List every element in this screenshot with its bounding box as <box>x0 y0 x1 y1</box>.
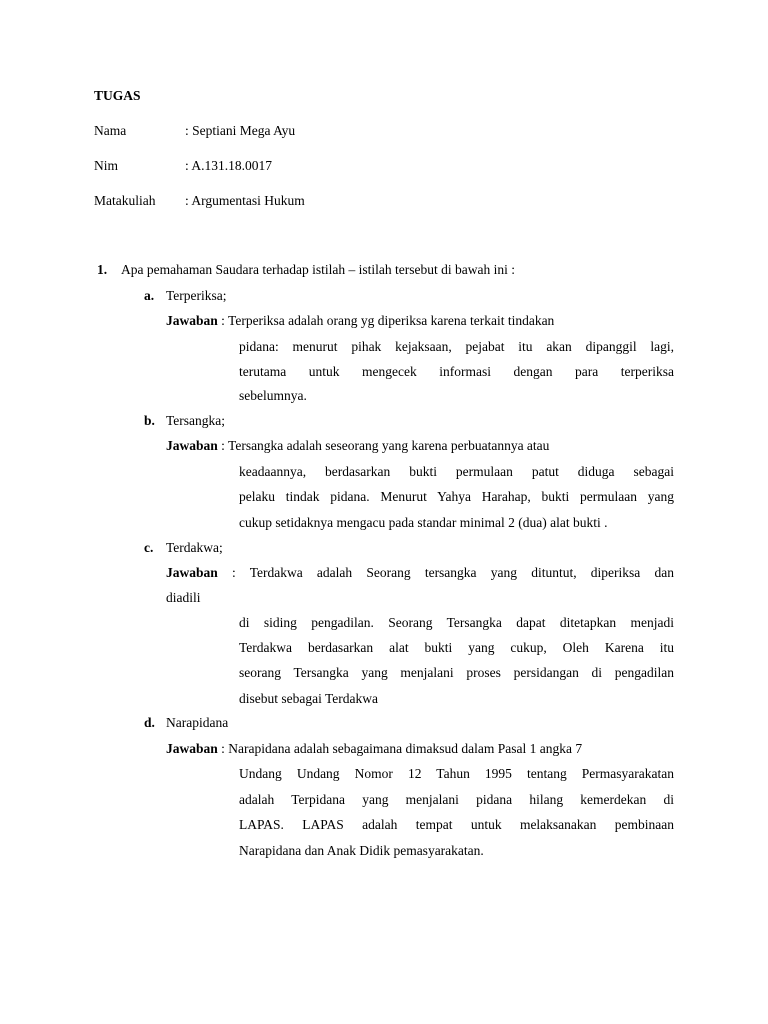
answer-text-line: sebelumnya. <box>239 388 307 403</box>
answer-text-line: cukup setidaknya mengacu pada standar minimal 2 (dua) alat bukti . <box>239 515 608 530</box>
answer-label: Jawaban <box>166 438 218 453</box>
answer-line-c <box>166 565 674 581</box>
answer-text-line: keadaannya, berdasarkan bukti permulaan patut diduga sebagai <box>239 464 674 479</box>
answer-label: Jawaban <box>166 313 218 328</box>
answer-text-line: Narapidana dan Anak Didik pemasyarakatan. <box>239 843 484 858</box>
field-label-nim: Nim <box>94 158 119 173</box>
answer-label: Jawaban <box>166 741 218 756</box>
answer-first-line: : Terdakwa adalah Seorang tersangka yang dituntut, diperiksa dan <box>217 565 674 580</box>
document-title: TUGAS <box>94 88 141 103</box>
item-letter-a: a. <box>144 288 155 303</box>
field-label-matakuliah: Matakuliah <box>94 193 156 208</box>
question-text: Apa pemahaman Saudara terhadap istilah – istilah tersebut di bawah ini : <box>121 262 516 277</box>
answer-text-line: adalah Terpidana yang menjalani pidana hilang kemerdekan di <box>239 792 674 807</box>
answer-text-line: disebut sebagai Terdakwa <box>239 691 379 706</box>
answer-text-line: LAPAS. LAPAS adalah tempat untuk melaksanakan pembinaan <box>239 817 674 832</box>
field-value-nama: : Septiani Mega Ayu <box>185 123 296 138</box>
answer-line-d <box>166 741 582 757</box>
answer-text-line: seorang Tersangka yang menjalani proses persidangan di pengadilan <box>239 665 674 680</box>
item-term-d: Narapidana <box>166 715 229 730</box>
item-letter-b: b. <box>144 413 155 428</box>
answer-text-line: pidana: menurut pihak kejaksaan, pejabat itu akan dipanggil lagi, <box>239 339 674 354</box>
field-label-nama: Nama <box>94 123 127 138</box>
answer-line-a <box>166 313 554 329</box>
answer-text-line: Undang Undang Nomor 12 Tahun 1995 tentang Permasyarakatan <box>239 766 674 781</box>
field-value-matakuliah: : Argumentasi Hukum <box>185 193 305 208</box>
answer-overflow: diadili <box>166 590 201 605</box>
item-term-a: Terperiksa; <box>166 288 227 303</box>
answer-first-line: : Terperiksa adalah orang yg diperiksa karena terkait tindakan <box>217 313 555 328</box>
answer-text-line: Terdakwa berdasarkan alat bukti yang cukup, Oleh Karena itu <box>239 640 674 655</box>
item-letter-d: d. <box>144 715 155 730</box>
answer-text-line: terutama untuk mengecek informasi dengan para terperiksa <box>239 364 674 379</box>
item-letter-c: c. <box>144 540 154 555</box>
item-term-c: Terdakwa; <box>166 540 223 555</box>
item-term-b: Tersangka; <box>166 413 226 428</box>
answer-line-b <box>166 438 549 454</box>
answer-text-line: pelaku tindak pidana. Menurut Yahya Harahap, bukti permulaan yang <box>239 489 674 504</box>
answer-first-line: : Narapidana adalah sebagaimana dimaksud dalam Pasal 1 angka 7 <box>217 741 583 756</box>
answer-first-line: : Tersangka adalah seseorang yang karena perbuatannya atau <box>217 438 550 453</box>
answer-label: Jawaban <box>166 565 218 580</box>
question-number: 1. <box>97 262 108 277</box>
field-value-nim: : A.131.18.0017 <box>185 158 273 173</box>
answer-text-line: di siding pengadilan. Seorang Tersangka dapat ditetapkan menjadi <box>239 615 674 630</box>
